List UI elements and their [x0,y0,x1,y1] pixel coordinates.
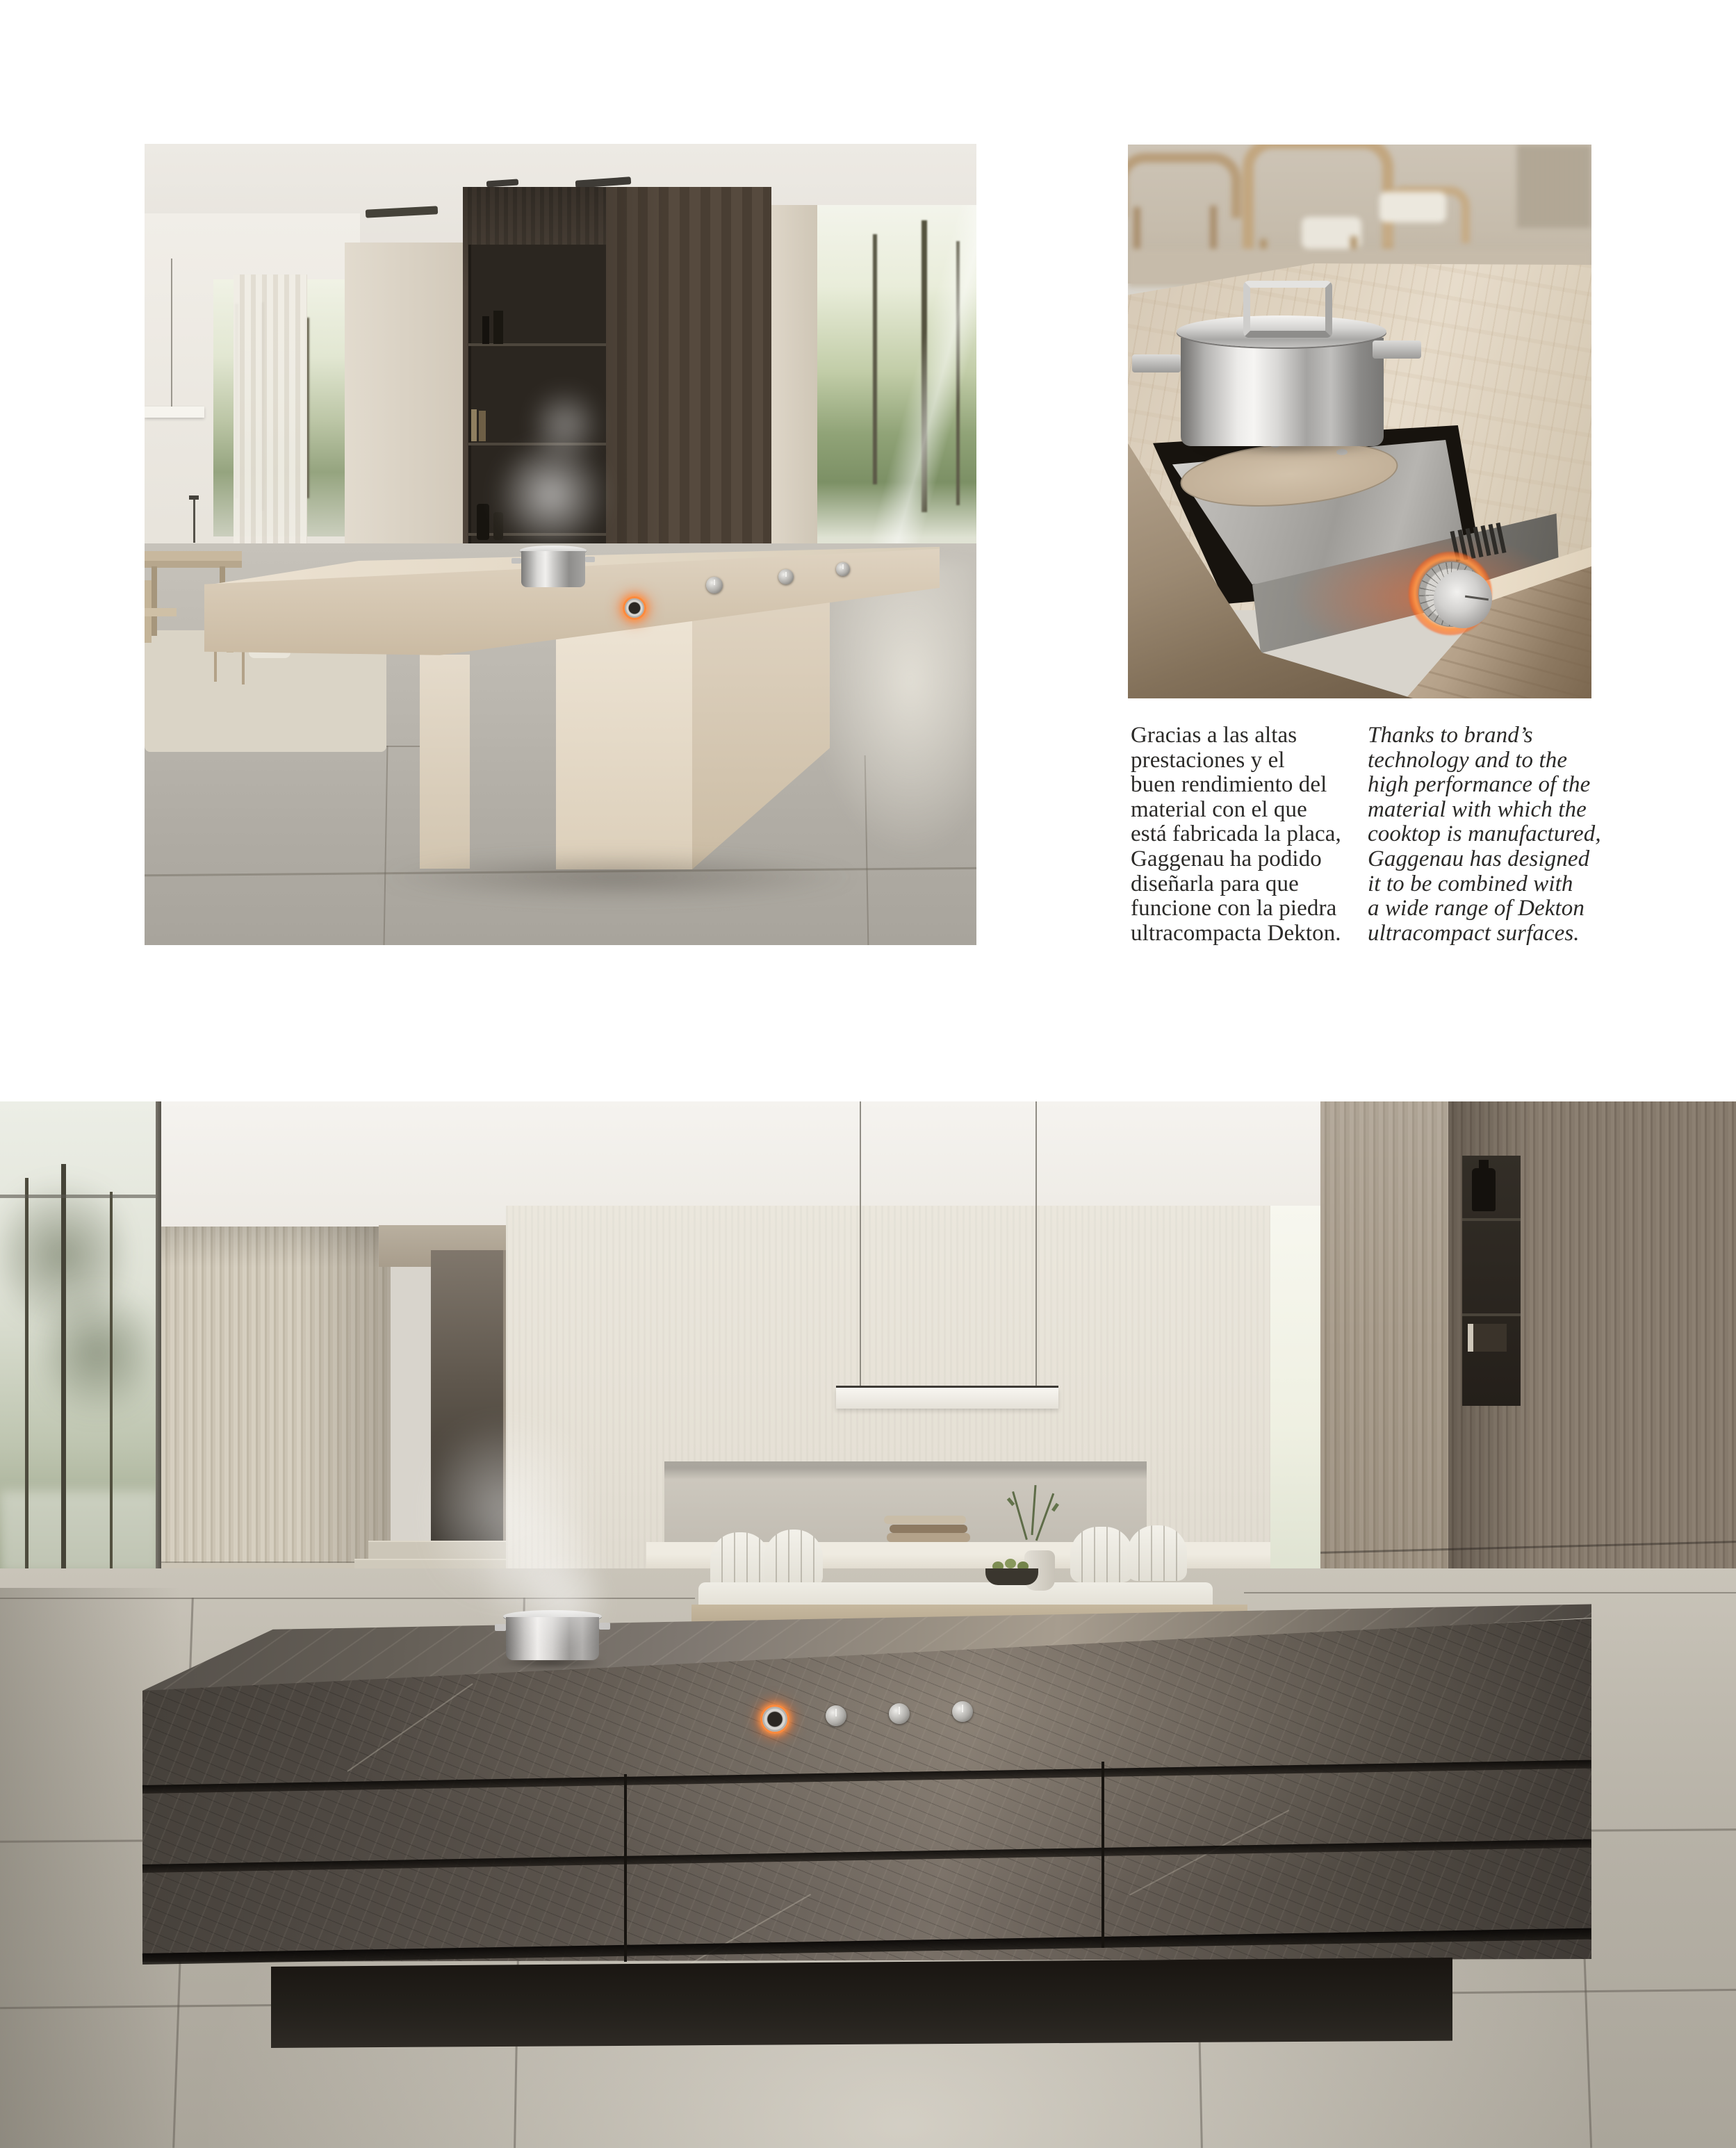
wooden-chair [1128,153,1241,218]
book [471,409,477,441]
island-leg [420,655,470,869]
caption-line: a wide range of Dekton [1368,896,1584,921]
drawer-seam-vertical [1102,1762,1104,1948]
books [1468,1324,1507,1352]
caption-english [1368,723,1604,946]
pot-handle [585,557,595,562]
caption-line: cooktop is manufactured, [1368,821,1601,847]
firewood-log [890,1525,967,1533]
control-knob-glowing [760,1705,789,1734]
caption-line: Gaggenau ha podido [1131,846,1322,871]
stone-pillar [771,205,817,548]
fruit-bowl [985,1568,1038,1585]
caption-line: technology and to the [1368,747,1568,773]
pendant-cord [860,1101,861,1388]
caption-line: prestaciones y el [1131,747,1285,773]
glass-frame-bar [0,1195,161,1198]
mountain-haze [0,1491,161,1574]
shelf [1462,1313,1521,1316]
control-knob [826,1705,846,1726]
shelf [1462,1218,1521,1221]
floor-lamp [193,497,195,543]
decor-vase [477,504,489,540]
sofa-cushion [1070,1527,1133,1582]
book [479,411,486,441]
table-leg [152,566,157,636]
caption-line: Gaggenau has designed [1368,846,1590,871]
island-plinth [271,1958,1452,2048]
control-knob [889,1703,910,1724]
island-shadow [374,853,860,901]
sofa-cushion [764,1530,823,1587]
pot-lid-handle [1243,281,1332,338]
control-knob [1434,570,1492,628]
wood-wall-panel [1517,145,1591,228]
tree-trunk [110,1192,113,1609]
dining-table-edge [145,561,242,568]
firewood-log [884,1516,966,1524]
steel-pot [521,551,585,587]
tree-trunk [25,1178,28,1609]
pendant-cord [1035,1101,1037,1388]
caption-spanish [1131,723,1360,946]
dining-chair [145,608,177,616]
control-knob [952,1701,973,1722]
decor-bottle [482,316,489,344]
decor-bottle [493,311,503,344]
sunlight-patch [812,561,976,860]
caption-line: Gracias a las altas [1131,723,1297,748]
control-knob [706,577,723,593]
black-vase [1472,1168,1496,1211]
sheer-curtains [234,274,307,547]
tree-trunk [61,1164,66,1637]
figure-dark-stone-island-kitchen [0,1101,1736,2148]
drawer-seam-vertical [624,1774,627,1962]
caption-line: material with which the [1368,796,1587,822]
tree-foliage [42,1275,153,1428]
floor-lamp-head [189,495,199,500]
steam [525,1553,608,1650]
caption-line: buen rendimiento del [1131,772,1327,798]
stone-pillar [345,243,464,552]
pendant-light [145,407,204,418]
black-vase-top [1479,1160,1489,1170]
figure-cooktop-detail [1128,145,1591,698]
pot-handle [1132,354,1181,372]
glass-glare [817,205,976,575]
caption-line: diseñarla para que [1131,871,1299,896]
chair-cushion [1379,192,1446,222]
green-fruit [1005,1559,1016,1568]
caption-line: it to be combined with [1368,871,1573,896]
dark-wood-panel [606,187,771,550]
control-knob-glowing [623,596,646,620]
pot-handle [511,558,521,564]
control-knob [836,562,850,576]
caption-line: funcione con la piedra [1131,896,1337,921]
figure-travertine-island-kitchen [145,144,976,945]
linear-pendant-light [836,1388,1058,1409]
sofa-cushion [1127,1525,1187,1581]
floor-seam [1244,1592,1736,1593]
pendant-cord [171,259,172,408]
caption-line: ultracompacta Dekton. [1131,920,1341,946]
caption-line: Thanks to brand’s [1368,723,1533,748]
caption-line: material con el que [1131,796,1307,822]
steel-pot [1181,338,1384,446]
side-window [1270,1206,1320,1571]
steam [534,380,596,470]
firewood-log [887,1533,970,1542]
pot-handle [1373,341,1421,359]
caption-line: high performance of the [1368,772,1591,798]
control-knob [778,569,794,584]
caption-line: está fabricada la placa, [1131,821,1341,847]
fluted-wall-panel [161,1227,391,1568]
caption-line: ultracompact surfaces. [1368,920,1580,946]
